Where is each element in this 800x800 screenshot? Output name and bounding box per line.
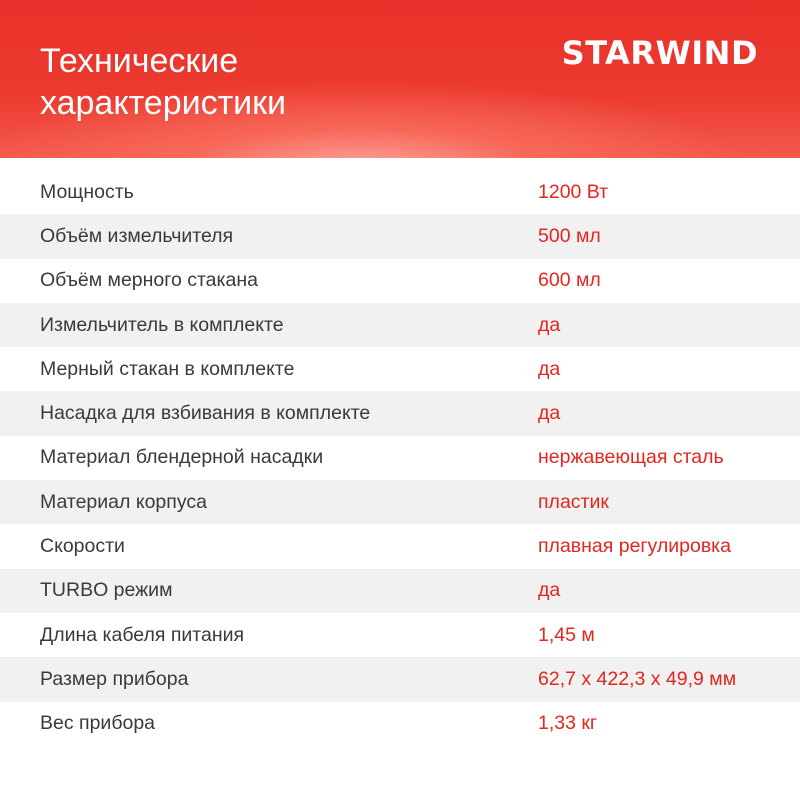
header-banner xyxy=(0,0,800,158)
spec-label: Насадка для взбивания в комплекте xyxy=(40,402,371,425)
spec-label: Мощность xyxy=(40,180,134,203)
spec-row xyxy=(0,436,800,480)
spec-value: плавная регулировка xyxy=(538,535,731,558)
brand-logo: STARWIND xyxy=(561,34,758,72)
spec-value: 1,33 кг xyxy=(538,712,598,735)
spec-label: Скорости xyxy=(40,535,125,558)
spec-label: Объём измельчителя xyxy=(40,224,234,247)
spec-label: TURBO режим xyxy=(40,579,173,602)
spec-row xyxy=(0,347,800,391)
spec-row xyxy=(0,569,800,613)
spec-row xyxy=(0,259,800,303)
spec-label: Длина кабеля питания xyxy=(40,623,245,646)
spec-label: Мерный стакан в комплекте xyxy=(40,357,295,380)
spec-row xyxy=(0,480,800,524)
spec-row xyxy=(0,657,800,701)
spec-value: 1200 Вт xyxy=(538,180,609,203)
page-title-line-1: Технические xyxy=(40,42,239,80)
spec-row xyxy=(0,214,800,258)
spec-value: 600 мл xyxy=(538,269,601,292)
spec-value: да xyxy=(538,402,561,425)
spec-value: да xyxy=(538,579,561,602)
spec-label: Вес прибора xyxy=(40,712,156,735)
spec-row xyxy=(0,524,800,568)
spec-value: 62,7 x 422,3 x 49,9 мм xyxy=(538,667,737,690)
spec-label: Измельчитель в комплекте xyxy=(40,313,284,336)
page-title xyxy=(40,40,460,124)
spec-value: 1,45 м xyxy=(538,623,595,646)
spec-value: 500 мл xyxy=(538,224,601,247)
spec-row xyxy=(0,303,800,347)
spec-label: Материал блендерной насадки xyxy=(40,446,324,469)
spec-row xyxy=(0,391,800,435)
spec-row xyxy=(0,702,800,746)
spec-label: Объём мерного стакана xyxy=(40,269,258,292)
specs-table xyxy=(0,170,800,746)
spec-value: да xyxy=(538,357,561,380)
spec-value: пластик xyxy=(538,490,609,513)
spec-label: Материал корпуса xyxy=(40,490,207,513)
spec-row xyxy=(0,613,800,657)
spec-value: нержавеющая сталь xyxy=(538,446,724,469)
spec-row xyxy=(0,170,800,214)
spec-label: Размер прибора xyxy=(40,667,189,690)
page-title-line-2: характеристики xyxy=(40,84,287,122)
spec-value: да xyxy=(538,313,561,336)
